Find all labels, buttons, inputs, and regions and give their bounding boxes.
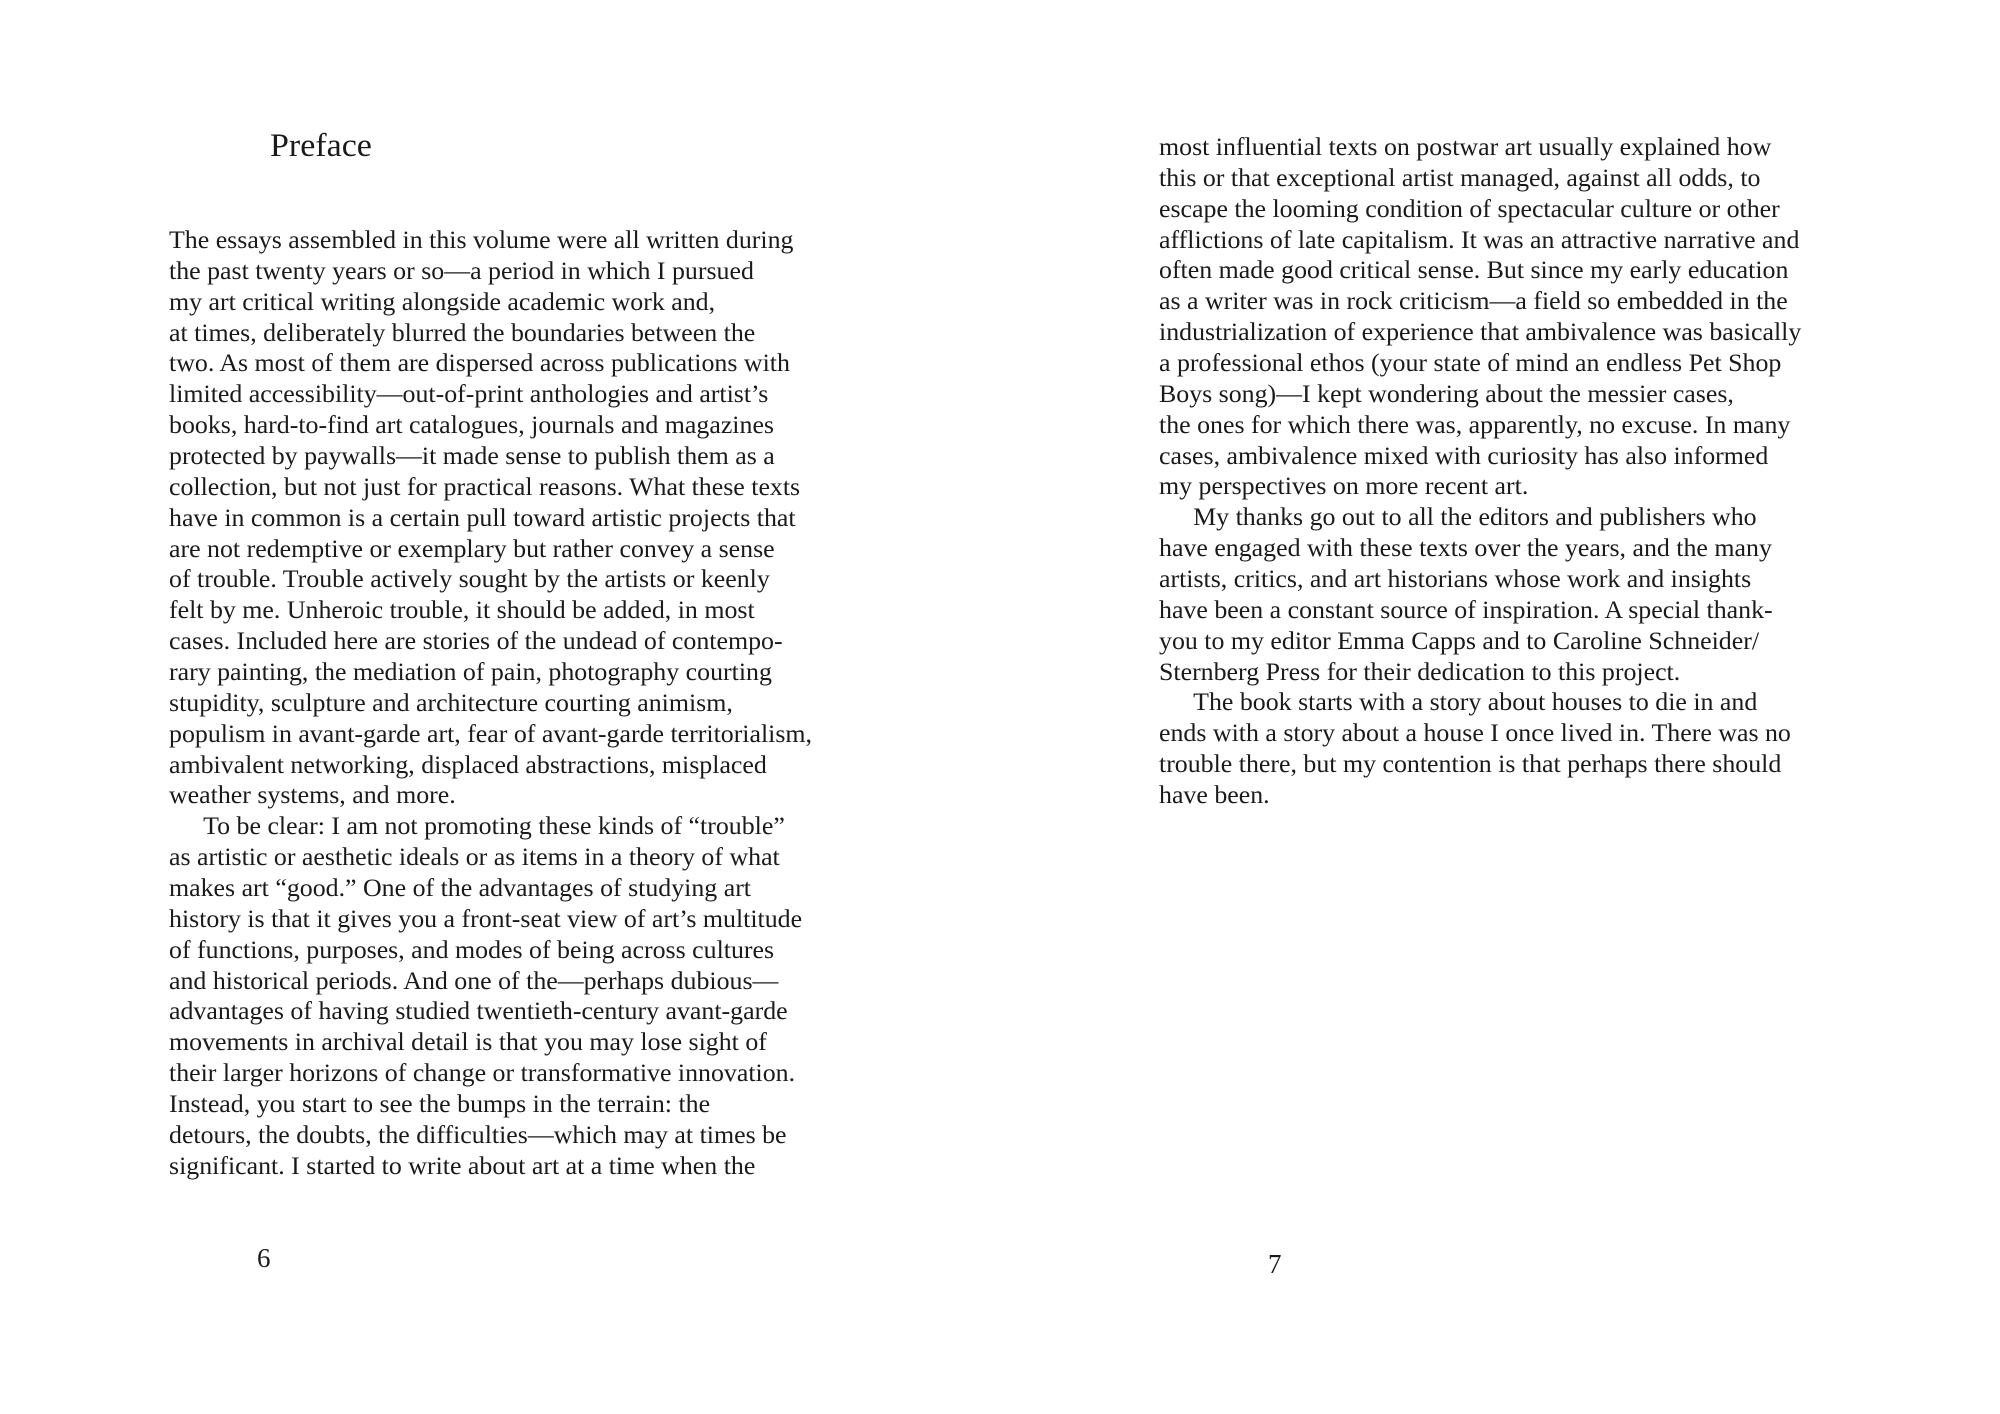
- right-page-body-text: [1159, 133, 1802, 812]
- text-line: industrialization of experience that ambivalence was basically: [1159, 319, 1802, 347]
- text-line: afflictions of late capitalism. It was an attractive narrative and: [1159, 226, 1800, 254]
- text-line: Sternberg Press for their dedication to this project.: [1159, 658, 1681, 686]
- text-line: my perspectives on more recent art.: [1159, 473, 1529, 501]
- text-line: the past twenty years or so—a period in which I pursued: [169, 257, 754, 285]
- text-line: collection, but not just for practical reasons. What these texts: [169, 473, 801, 501]
- text-line: movements in archival detail is that you may lose sight of: [169, 1029, 767, 1057]
- text-line: makes art “good.” One of the advantages of studying art: [169, 875, 752, 903]
- paragraph-first-line: My thanks go out to all the editors and publishers who: [1193, 504, 1757, 532]
- text-line: weather systems, and more.: [169, 782, 456, 810]
- paragraph-first-line: To be clear: I am not promoting these kinds of “trouble”: [203, 813, 785, 841]
- page-number-right: 7: [1268, 1249, 1282, 1279]
- text-line: populism in avant-garde art, fear of avant-garde territorialism,: [169, 720, 813, 748]
- text-line: history is that it gives you a front-seat view of art’s multitude: [169, 905, 803, 933]
- text-line: The essays assembled in this volume were all written during: [169, 227, 794, 254]
- text-line: you to my editor Emma Capps and to Caroline Schneider/: [1159, 627, 1760, 655]
- text-line: trouble there, but my contention is that perhaps there should: [1159, 751, 1782, 779]
- page-number-left: 6: [257, 1243, 271, 1273]
- text-line: often made good critical sense. But since my early education: [1159, 257, 1789, 285]
- text-line: their larger horizons of change or transformative innovation.: [169, 1060, 796, 1088]
- text-line: detours, the doubts, the difficulties—which may at times be: [169, 1121, 787, 1149]
- text-line: have in common is a certain pull toward artistic projects that: [169, 504, 796, 532]
- text-line: a professional ethos (your state of mind an endless Pet Shop: [1159, 350, 1782, 378]
- text-line: cases, ambivalence mixed with curiosity has also informed: [1159, 442, 1769, 470]
- text-line: my art critical writing alongside academic work and,: [169, 288, 716, 316]
- text-line: Boys song)—I kept wondering about the messier cases,: [1159, 380, 1734, 408]
- text-line: two. As most of them are dispersed across publications with: [169, 350, 790, 378]
- text-line: ambivalent networking, displaced abstractions, misplaced: [169, 751, 767, 779]
- text-line: stupidity, sculpture and architecture courting animism,: [169, 689, 733, 717]
- text-line: rary painting, the mediation of pain, photography courting: [169, 659, 772, 687]
- text-line: advantages of having studied twentieth-century avant-garde: [169, 998, 788, 1026]
- text-line: Instead, you start to see the bumps in the terrain: the: [169, 1091, 711, 1119]
- right-page: [1000, 0, 2000, 1414]
- text-line: cases. Included here are stories of the undead of contempo-: [169, 628, 783, 656]
- text-line: this or that exceptional artist managed, against all odds, to: [1159, 164, 1761, 192]
- text-line: the ones for which there was, apparently, no excuse. In many: [1159, 411, 1791, 439]
- text-line: limited accessibility—out-of-print anthologies and artist’s: [169, 381, 769, 409]
- text-line: protected by paywalls—it made sense to publish them as a: [169, 443, 775, 471]
- text-line: of trouble. Trouble actively sought by the artists or keenly: [169, 566, 770, 594]
- text-line: are not redemptive or exemplary but rather convey a sense: [169, 535, 775, 563]
- text-line: at times, deliberately blurred the boundaries between the: [169, 319, 756, 347]
- text-line: have been a constant source of inspiration. A special thank-: [1159, 596, 1773, 624]
- chapter-title: Preface: [270, 128, 372, 164]
- text-line: escape the looming condition of spectacular culture or other: [1159, 195, 1780, 223]
- left-page-body-text: [169, 226, 813, 1183]
- text-line: have engaged with these texts over the years, and the many: [1159, 535, 1772, 563]
- text-line: ends with a story about a house I once lived in. There was no: [1159, 720, 1791, 748]
- text-line: and historical periods. And one of the—perhaps dubious—: [169, 967, 779, 995]
- paragraph-first-line: The book starts with a story about houses to die in and: [1193, 689, 1758, 717]
- text-line: artists, critics, and art historians whose work and insights: [1159, 566, 1752, 594]
- text-line: have been.: [1159, 782, 1270, 810]
- text-line: as artistic or aesthetic ideals or as items in a theory of what: [169, 844, 780, 872]
- text-line: most influential texts on postwar art usually explained how: [1159, 134, 1772, 161]
- text-line: significant. I started to write about art at a time when the: [169, 1152, 756, 1180]
- text-line: books, hard-to-find art catalogues, journals and magazines: [169, 412, 775, 440]
- text-line: of functions, purposes, and modes of being across cultures: [169, 936, 775, 964]
- text-line: felt by me. Unheroic trouble, it should be added, in most: [169, 597, 755, 625]
- text-line: as a writer was in rock criticism—a field so embedded in the: [1159, 288, 1788, 316]
